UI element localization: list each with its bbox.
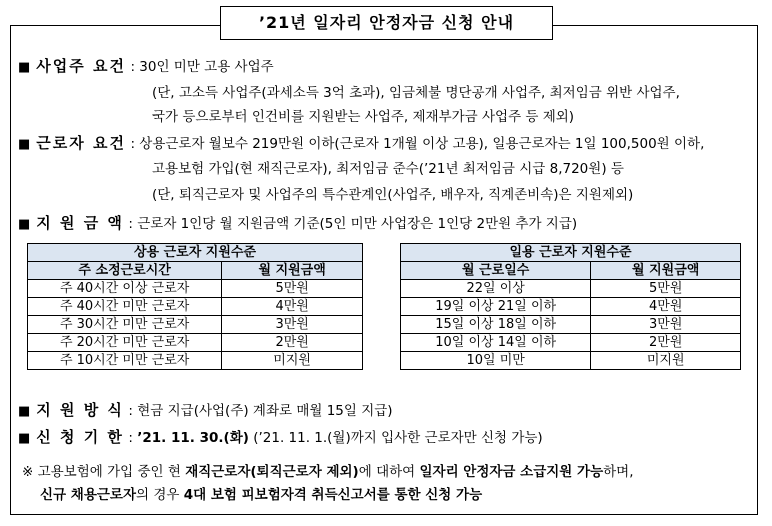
deadline-colon: : — [128, 430, 133, 446]
table-row — [401, 316, 741, 334]
regular-hours-cell: 주 20시간 미만 근로자 — [28, 334, 222, 352]
table-row — [28, 298, 363, 316]
worker-line-3: (단, 퇴직근로자 및 사업주의 특수관계인(사업주, 배우자, 직계존비속)은 지원제외) — [152, 187, 634, 203]
daily-days-cell: 15일 이상 18일 이하 — [401, 316, 591, 334]
table-row — [28, 316, 363, 334]
support-method — [18, 399, 393, 420]
table-row — [28, 280, 363, 298]
bullet-square-icon: ■ — [18, 217, 31, 232]
method-heading: 지 원 방 식 — [36, 401, 124, 419]
daily-amount-cell: 2만원 — [591, 334, 741, 352]
regular-amount-cell: 2만원 — [222, 334, 363, 352]
worker-text: 상용근로자 월보수 219만원 이하(근로자 1개월 이상 고용), 일용근로자는 1일 100,500원 이하, — [139, 136, 705, 152]
amount-colon: : — [128, 216, 133, 232]
table-row — [28, 334, 363, 352]
regular-hours-cell: 주 30시간 미만 근로자 — [28, 316, 222, 334]
employer-requirement — [18, 55, 274, 76]
daily-days-cell: 10일 미만 — [401, 352, 591, 370]
deadline-text: (’21. 11. 1.(월)까지 입사한 근로자만 신청 가능) — [253, 430, 543, 446]
table-row — [28, 352, 363, 370]
table-row — [401, 352, 741, 370]
regular-worker-table — [27, 243, 363, 370]
note-text: 하며, — [603, 464, 634, 480]
employer-text: 30인 미만 고용 사업주 — [139, 59, 274, 75]
daily-days-cell: 22일 이상 — [401, 280, 591, 298]
regular-hours-cell: 주 40시간 미만 근로자 — [28, 298, 222, 316]
note-text: ※ 고용보험에 가입 중인 현 — [22, 464, 186, 480]
regular-col-hours: 주 소정근로시간 — [28, 262, 222, 280]
regular-amount-cell: 미지원 — [222, 352, 363, 370]
employer-colon: : — [130, 59, 135, 75]
table-row — [401, 334, 741, 352]
note-text: 에 대하여 — [358, 464, 420, 480]
amount-heading: 지 원 금 액 — [36, 214, 124, 232]
note-text: 의 경우 — [136, 487, 184, 503]
daily-amount-cell: 5만원 — [591, 280, 741, 298]
worker-requirement — [18, 132, 704, 153]
note-highlight: 일자리 안정자금 소급지원 가능 — [419, 464, 604, 480]
note-line-1 — [22, 460, 634, 480]
employer-line-2: (단, 고소득 사업주(과세소득 3억 초과), 임금체불 명단공개 사업주, 최저임금 위반 사업주, — [152, 85, 680, 101]
regular-amount-cell: 3만원 — [222, 316, 363, 334]
bullet-square-icon: ■ — [18, 60, 31, 75]
regular-hours-cell: 주 40시간 이상 근로자 — [28, 280, 222, 298]
employer-heading: 사업주 요건 — [36, 57, 126, 75]
note-highlight: 4대 보험 피보험자격 취득신고서를 통한 신청 가능 — [183, 487, 483, 503]
daily-col-days: 월 근로일수 — [401, 262, 591, 280]
table-row — [401, 298, 741, 316]
bullet-square-icon: ■ — [18, 431, 31, 446]
daily-table-title: 일용 근로자 지원수준 — [401, 244, 741, 262]
daily-amount-cell: 3만원 — [591, 316, 741, 334]
regular-table-title: 상용 근로자 지원수준 — [28, 244, 363, 262]
worker-line-2: 고용보험 가입(현 재직근로자), 최저임금 준수(’21년 최저임금 시급 8,720원) 등 — [152, 161, 624, 177]
employer-line-3: 국가 등으로부터 인건비를 지원받는 사업주, 제재부가금 사업주 등 제외) — [152, 109, 575, 125]
bullet-square-icon: ■ — [18, 137, 31, 152]
notice-title: ’21년 일자리 안정자금 신청 안내 — [220, 6, 553, 40]
bullet-square-icon: ■ — [18, 404, 31, 419]
table-row — [401, 280, 741, 298]
daily-days-cell: 10일 이상 14일 이하 — [401, 334, 591, 352]
amount-text: 근로자 1인당 월 지원금액 기준(5인 미만 사업장은 1인당 2만원 추가 지급) — [137, 216, 578, 232]
regular-amount-cell: 4만원 — [222, 298, 363, 316]
note-line-2 — [40, 483, 482, 503]
regular-amount-cell: 5만원 — [222, 280, 363, 298]
support-amount — [18, 212, 577, 233]
deadline-date: ’21. 11. 30.(화) — [137, 430, 249, 446]
application-deadline — [18, 426, 543, 447]
note-highlight: 신규 채용근로자 — [40, 487, 136, 503]
daily-days-cell: 19일 이상 21일 이하 — [401, 298, 591, 316]
worker-heading: 근로자 요건 — [36, 134, 126, 152]
daily-amount-cell: 4만원 — [591, 298, 741, 316]
worker-colon: : — [130, 136, 135, 152]
daily-col-amount: 월 지원금액 — [591, 262, 741, 280]
deadline-heading: 신 청 기 한 — [36, 428, 124, 446]
method-colon: : — [128, 403, 133, 419]
regular-hours-cell: 주 10시간 미만 근로자 — [28, 352, 222, 370]
daily-amount-cell: 미지원 — [591, 352, 741, 370]
method-text: 현금 지급(사업(주) 계좌로 매월 15일 지급) — [137, 403, 393, 419]
daily-worker-table — [400, 243, 741, 370]
regular-col-amount: 월 지원금액 — [222, 262, 363, 280]
note-highlight: 재직근로자(퇴직근로자 제외) — [185, 464, 359, 480]
